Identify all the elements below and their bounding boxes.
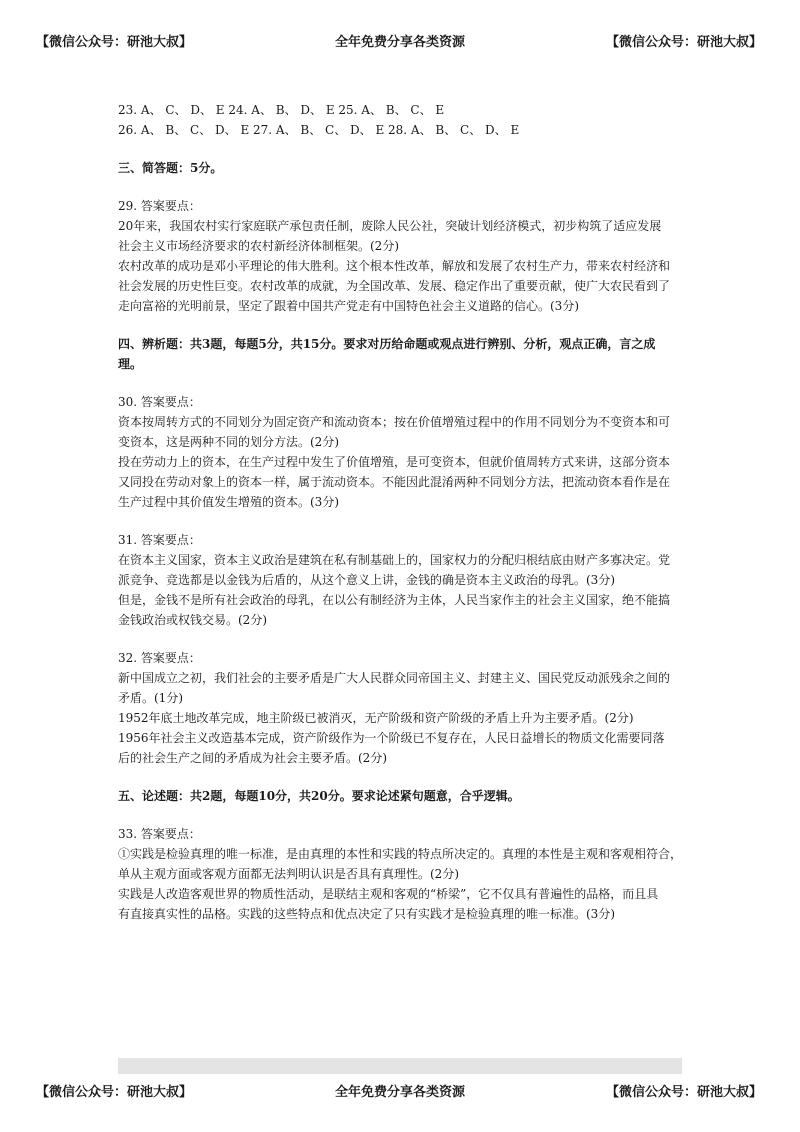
q31-text-line: 派竞争、竞选都是以金钱为后盾的，从这个意义上讲，金钱的确是资本主义政治的母乳。(3分) — [118, 573, 616, 587]
section-heading-5: 五、论述题：共2题，每题10分，共20分。要求论述紧句题意，合乎逻辑。 — [118, 789, 520, 803]
q30-text-line: 又同投在劳动对象上的资本一样，属于流动资本。不能因此混淆两种不同划分方法，把流动资本看作是在 — [118, 475, 671, 489]
q31-text-line: 金钱政治或权钱交易。(2分) — [118, 613, 267, 627]
footer-right-label: 【微信公众号：研池大叔】 — [605, 1085, 762, 1100]
page-footer — [0, 1083, 800, 1103]
q29-label: 29. 答案要点： — [118, 199, 201, 213]
q32-label: 32. 答案要点： — [118, 651, 201, 665]
q30-text-line: 变资本，这是两种不同的划分方法。(2分) — [118, 435, 339, 449]
q29-text-line: 农村改革的成功是邓小平理论的伟大胜利。这个根本性改革，解放和发展了农村生产力，带来农村经济和 — [118, 259, 671, 273]
q31-label: 31. 答案要点： — [118, 533, 201, 547]
footer-center-label: 全年免费分享各类资源 — [334, 1085, 465, 1100]
q31-text-line: 但是，金钱不是所有社会政治的母乳，在以公有制经济为主体，人民当家作主的社会主义国家，绝不能搞 — [118, 593, 671, 607]
section-heading-4: 四、辨析题：共3题，每题5分，共15分。要求对历给命题或观点进行辨别、分析，观点正确，言之成 — [118, 337, 656, 351]
q29-text-line: 20年来，我国农村实行家庭联产承包责任制，废除人民公社，突破计划经济模式，初步构筑了适应发展 — [118, 219, 662, 233]
q33-text-line: 有直接真实性的品格。实践的这些特点和优点决定了只有实践才是检验真理的唯一标准。(3分) — [118, 907, 616, 921]
q30-label: 30. 答案要点： — [118, 395, 201, 409]
answer-row-1: 23. A、 C、 D、 E 24. A、 B、 D、 E 25. A、 B、 C、 E — [118, 103, 445, 117]
footer-left-label: 【微信公众号：研池大叔】 — [36, 1085, 193, 1100]
q32-text-line: 矛盾。(1分) — [118, 691, 183, 705]
header-right-label: 【微信公众号：研池大叔】 — [605, 35, 762, 50]
q33-text-line: ①实践是检验真理的唯一标准，是由真理的本性和实践的特点所决定的。真理的本性是主观和客观相符合， — [118, 847, 683, 861]
q30-text-line: 生产过程中其价值发生增殖的资本。(3分) — [118, 495, 339, 509]
q29-text-line: 社会主义市场经济要求的农村新经济体制框架。(2分) — [118, 239, 400, 253]
header-left-label: 【微信公众号：研池大叔】 — [36, 35, 193, 50]
q31-text-line: 在资本主义国家，资本主义政治是建筑在私有制基础上的，国家权力的分配归根结底由财产多寡决定。党 — [118, 553, 671, 567]
q33-text-line: 单从主观方面或客观方面都无法判明认识是否具有真理性。(2分) — [118, 867, 460, 881]
q30-text-line: 资本按周转方式的不同划分为固定资产和流动资本；按在价值增殖过程中的作用不同划分为不变资本和可 — [118, 415, 671, 429]
q32-text-line: 后的社会生产之间的矛盾成为社会主要矛盾。(2分) — [118, 751, 387, 765]
section-heading-4-cont: 理。 — [118, 357, 143, 371]
document-body — [118, 100, 684, 924]
q30-text-line: 投在劳动力上的资本，在生产过程中发生了价值增殖，是可变资本，但就价值周转方式来讲，这部分资本 — [118, 455, 671, 469]
q32-text-line: 新中国成立之初，我们社会的主要矛盾是广大人民群众同帝国主义、封建主义、国民党反动派残余之间的 — [118, 671, 671, 685]
header-center-label: 全年免费分享各类资源 — [334, 35, 465, 50]
page-header — [0, 33, 800, 53]
q32-text-line: 1952年底土地改革完成，地主阶级已被消灭，无产阶级和资产阶级的矛盾上升为主要矛盾。(2分) — [118, 711, 634, 725]
q33-text-line: 实践是人改造客观世界的物质性活动，是联结主观和客观的“桥梁”，它不仅具有普遍性的品格，而且具 — [118, 887, 659, 901]
answer-row-2: 26. A、 B、 C、 D、 E 27. A、 B、 C、 D、 E 28. A、 B、 C、 D、 E — [118, 123, 520, 137]
q33-label: 33. 答案要点： — [118, 827, 201, 841]
q29-text-line: 社会发展的历史性巨变。农村改革的成就，为全国改革、发展、稳定作出了重要贡献，使广大农民看到了 — [118, 279, 671, 293]
footer-divider-bar — [118, 1058, 682, 1074]
section-heading-3: 三、简答题：5分。 — [118, 161, 223, 175]
q32-text-line: 1956年社会主义改造基本完成，资产阶级作为一个阶级已不复存在，人民日益增长的物质文化需要同落 — [118, 731, 665, 745]
q29-text-line: 走向富裕的光明前景，坚定了跟着中国共产党走有中国特色社会主义道路的信心。(3分) — [118, 299, 580, 313]
